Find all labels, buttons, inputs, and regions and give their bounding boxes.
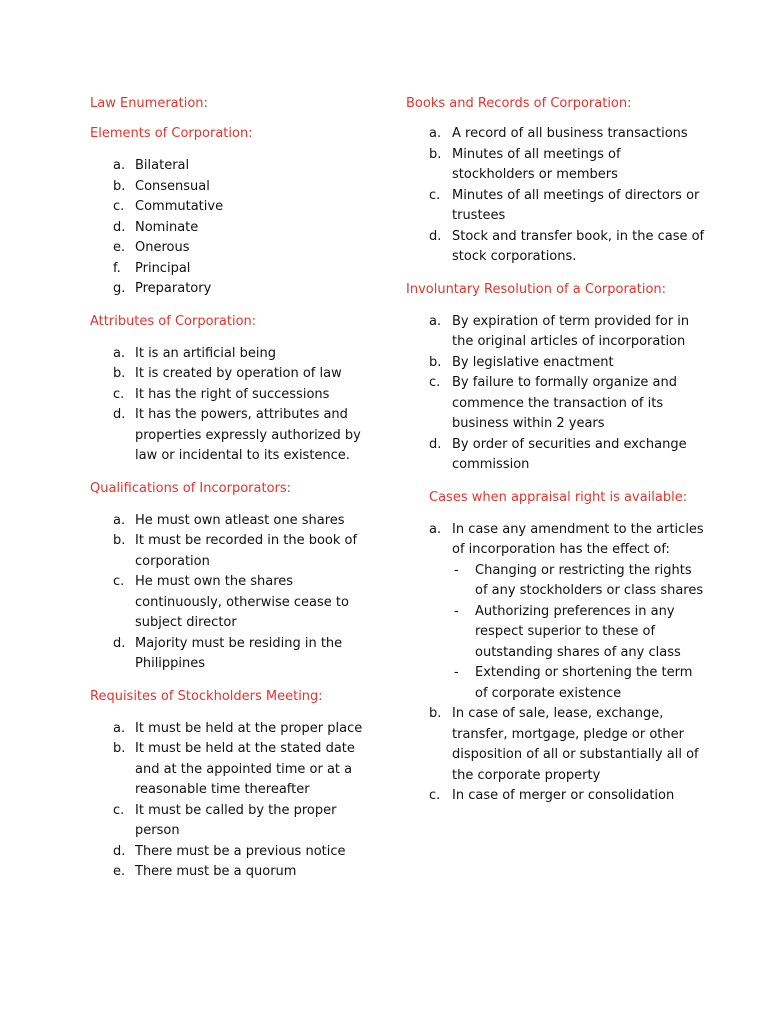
item-text: A record of all business transactions: [452, 126, 688, 141]
item-letter: d.: [113, 635, 126, 651]
section-heading-involuntary-resolution: Involuntary Resolution of a Corporation:: [406, 281, 667, 297]
item-letter: b.: [113, 178, 126, 194]
section-heading-requisites: Requisites of Stockholders Meeting:: [90, 688, 323, 704]
sub-list-item: [452, 663, 706, 704]
item-letter: d.: [429, 228, 442, 244]
item-letter: e.: [113, 240, 126, 255]
list-item: [90, 739, 380, 801]
item-letter: a.: [429, 313, 442, 329]
right-column: [406, 94, 706, 819]
list-item: [406, 312, 706, 353]
list-item: [406, 786, 706, 807]
list-item: [406, 227, 706, 268]
item-letter: d.: [113, 843, 126, 859]
list-item: [90, 842, 380, 863]
section-heading-appraisal-right: Cases when appraisal right is available:: [429, 489, 688, 505]
item-text: It is an artificial being: [135, 345, 276, 361]
item-text: He must own the shares continuously, otherwise cease to subject director: [135, 574, 349, 630]
item-text: There must be a previous notice: [135, 843, 346, 859]
item-letter: a.: [429, 521, 442, 537]
list-item: [90, 259, 380, 280]
item-text: Minutes of all meetings of directors or trustees: [452, 187, 700, 223]
attributes-list: [90, 344, 380, 467]
section-heading-qualifications: Qualifications of Incorporators:: [90, 480, 292, 496]
item-text: Minutes of all meetings of stockholders or members: [452, 146, 621, 182]
sub-list: [452, 561, 706, 705]
item-text: By failure to formally organize and commence the transaction of its business within 2 years: [452, 375, 677, 431]
list-item: [90, 177, 380, 198]
item-letter: e.: [113, 864, 126, 879]
list-item: [406, 704, 706, 786]
sub-item-text: Extending or shortening the term of corporate existence: [475, 665, 693, 701]
dash-bullet: -: [454, 562, 459, 578]
item-letter: c.: [113, 199, 125, 214]
item-text: Nominate: [135, 219, 199, 235]
item-text: Preparatory: [135, 281, 212, 296]
item-letter: c.: [113, 802, 125, 818]
document-title: Law Enumeration:: [90, 96, 208, 111]
item-text: Majority must be residing in the Philippines: [135, 635, 343, 671]
item-letter: c.: [429, 375, 441, 390]
item-letter: g.: [113, 281, 126, 296]
item-text: Commutative: [135, 199, 224, 214]
list-item: [90, 801, 380, 842]
left-column: [90, 94, 380, 895]
item-text: He must own atleast one shares: [135, 512, 345, 528]
item-letter: a.: [113, 158, 126, 173]
list-item: [406, 145, 706, 186]
list-item: [90, 634, 380, 675]
item-text: In case of merger or consolidation: [452, 788, 675, 803]
item-text: Stock and transfer book, in the case of stock corporations.: [452, 228, 705, 264]
dash-bullet: -: [454, 665, 459, 680]
item-text: It has the powers, attributes and properties expressly authorized by law or incidental to its existence.: [135, 407, 361, 463]
list-item: [90, 405, 380, 467]
item-text: It is created by operation of law: [135, 366, 342, 381]
requisites-list: [90, 719, 380, 883]
item-letter: b.: [113, 741, 126, 756]
section-heading-elements: Elements of Corporation:: [90, 126, 253, 141]
item-letter: c.: [429, 187, 441, 203]
item-text: It must be held at the proper place: [135, 720, 363, 736]
list-item: [406, 124, 706, 145]
appraisal-right-list: [406, 520, 706, 807]
item-text: It must be called by the proper person: [135, 802, 337, 838]
item-letter: b.: [113, 366, 126, 381]
list-item: [90, 862, 380, 883]
involuntary-resolution-list: [406, 312, 706, 476]
sub-list-item: [452, 602, 706, 664]
list-item: [406, 353, 706, 374]
item-text: In case of sale, lease, exchange, transfer, mortgage, pledge or other disposition of all or substantially all of the corporate property: [452, 706, 699, 783]
item-letter: c.: [113, 574, 125, 589]
dash-bullet: -: [454, 603, 459, 619]
item-letter: b.: [113, 533, 126, 548]
item-text: Consensual: [135, 178, 210, 194]
list-item: [406, 520, 706, 705]
list-item: [90, 364, 380, 385]
sub-item-text: Changing or restricting the rights of any stockholders or class shares: [475, 562, 704, 598]
list-item: [90, 344, 380, 365]
item-letter: c.: [113, 386, 125, 402]
item-letter: b.: [429, 706, 442, 721]
list-item: [406, 186, 706, 227]
item-text: It has the right of successions: [135, 386, 330, 402]
list-item: [406, 373, 706, 435]
list-item: [90, 197, 380, 218]
section-heading-books-records: Books and Records of Corporation:: [406, 96, 632, 111]
list-item: [406, 435, 706, 476]
item-text: By expiration of term provided for in the original articles of incorporation: [452, 313, 690, 349]
item-letter: a.: [429, 126, 442, 141]
item-text: In case any amendment to the articles of incorporation has the effect of:: [452, 521, 704, 557]
item-letter: a.: [113, 345, 126, 361]
list-item: [90, 719, 380, 740]
item-text: Bilateral: [135, 158, 190, 173]
item-letter: a.: [113, 512, 126, 528]
sub-item-text: Authorizing preferences in any respect superior to these of outstanding shares of any class: [475, 603, 681, 660]
list-item: [90, 531, 380, 572]
list-item: [90, 238, 380, 259]
item-letter: d.: [429, 436, 442, 452]
item-text: By legislative enactment: [452, 354, 614, 370]
item-letter: d.: [113, 219, 126, 235]
section-heading-attributes: Attributes of Corporation:: [90, 313, 257, 329]
books-records-list: [406, 124, 706, 268]
item-letter: b.: [429, 354, 442, 370]
list-item: [90, 385, 380, 406]
item-text: Onerous: [135, 240, 190, 255]
item-text: There must be a quorum: [135, 864, 297, 879]
item-text: Principal: [135, 260, 191, 276]
item-text: It must be recorded in the book of corporation: [135, 533, 358, 569]
item-text: By order of securities and exchange commission: [452, 436, 687, 472]
sub-list-item: [452, 561, 706, 602]
list-item: [90, 218, 380, 239]
list-item: [90, 572, 380, 634]
list-item: [90, 511, 380, 532]
item-letter: a.: [113, 720, 126, 736]
item-letter: c.: [429, 788, 441, 803]
list-item: [90, 156, 380, 177]
qualifications-list: [90, 511, 380, 675]
item-letter: b.: [429, 146, 442, 162]
list-item: [90, 279, 380, 300]
elements-list: [90, 156, 380, 300]
item-letter: f.: [113, 260, 121, 276]
item-letter: d.: [113, 407, 126, 422]
item-text: It must be held at the stated date and at the appointed time or at a reasonable time thereafter: [135, 741, 355, 797]
